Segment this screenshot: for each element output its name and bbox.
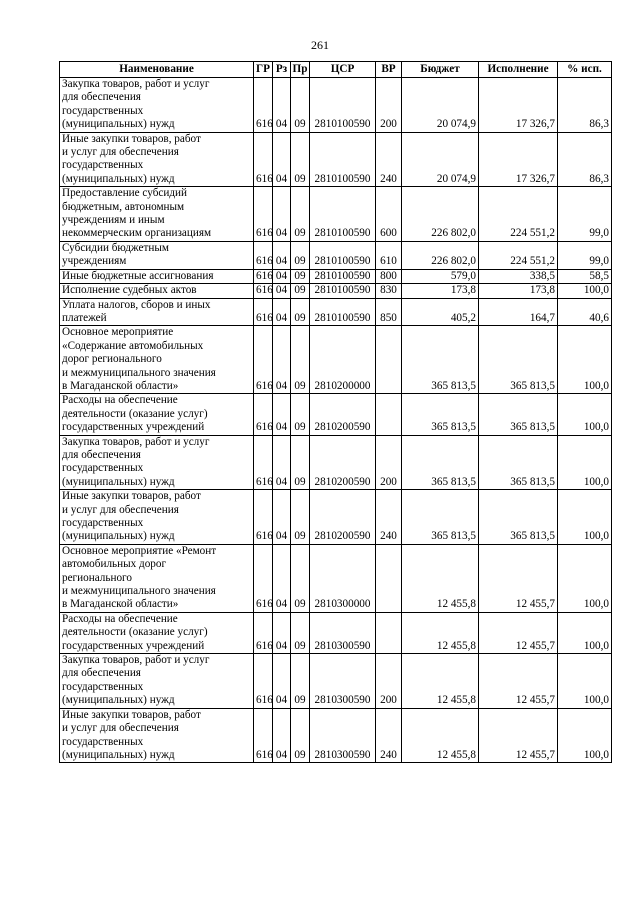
cell-vr: 240 xyxy=(376,490,402,545)
table-row xyxy=(60,394,612,435)
header-execution: Исполнение xyxy=(479,62,558,78)
name-line: государственных xyxy=(62,159,144,172)
cell-name xyxy=(60,544,254,612)
cell-name xyxy=(60,708,254,763)
table-row xyxy=(60,326,612,394)
cell-execution: 224 551,2 xyxy=(479,241,558,269)
cell-pr: 09 xyxy=(291,708,310,763)
budget-execution-table xyxy=(59,61,612,763)
name-line: (муниципальных) нужд xyxy=(62,475,175,488)
name-line: автомобильных дорог xyxy=(62,558,167,571)
cell-csr: 2810200000 xyxy=(310,326,376,394)
name-line: и межмуниципального значения xyxy=(62,585,216,598)
name-line: Уплата налогов, сборов и иных xyxy=(62,298,211,311)
name-line: Иные закупки товаров, работ xyxy=(62,708,201,721)
header-percent: % исп. xyxy=(558,62,612,78)
table-header-row xyxy=(60,62,612,78)
cell-pr: 09 xyxy=(291,269,310,283)
table-row xyxy=(60,612,612,653)
cell-percent: 99,0 xyxy=(558,241,612,269)
name-line: (муниципальных) нужд xyxy=(62,530,175,543)
cell-execution: 365 813,5 xyxy=(479,326,558,394)
cell-name xyxy=(60,654,254,709)
cell-vr xyxy=(376,544,402,612)
cell-execution: 224 551,2 xyxy=(479,187,558,242)
name-line: (муниципальных) нужд xyxy=(62,118,175,131)
cell-name xyxy=(60,284,254,298)
cell-rz: 04 xyxy=(273,394,291,435)
name-line: государственных учреждений xyxy=(62,421,205,434)
cell-gr: 616 xyxy=(254,241,273,269)
cell-csr: 2810100590 xyxy=(310,269,376,283)
cell-percent: 86,3 xyxy=(558,78,612,133)
cell-pr: 09 xyxy=(291,544,310,612)
cell-execution: 12 455,7 xyxy=(479,708,558,763)
cell-percent: 100,0 xyxy=(558,544,612,612)
cell-gr: 616 xyxy=(254,612,273,653)
cell-execution: 338,5 xyxy=(479,269,558,283)
cell-name xyxy=(60,490,254,545)
cell-pr: 09 xyxy=(291,78,310,133)
cell-budget: 365 813,5 xyxy=(402,394,479,435)
cell-budget: 405,2 xyxy=(402,298,479,326)
name-line: и услуг для обеспечения xyxy=(62,146,179,159)
cell-csr: 2810200590 xyxy=(310,490,376,545)
table-row xyxy=(60,284,612,298)
cell-percent: 100,0 xyxy=(558,612,612,653)
cell-name xyxy=(60,612,254,653)
cell-budget: 173,8 xyxy=(402,284,479,298)
name-line: государственных xyxy=(62,462,144,475)
cell-percent: 100,0 xyxy=(558,490,612,545)
cell-budget: 12 455,8 xyxy=(402,612,479,653)
cell-execution: 12 455,7 xyxy=(479,654,558,709)
cell-vr: 240 xyxy=(376,132,402,187)
cell-pr: 09 xyxy=(291,612,310,653)
cell-rz: 04 xyxy=(273,435,291,490)
cell-vr xyxy=(376,394,402,435)
name-line: регионального xyxy=(62,571,132,584)
cell-rz: 04 xyxy=(273,490,291,545)
cell-percent: 100,0 xyxy=(558,654,612,709)
name-line: дорог регионального xyxy=(62,353,162,366)
name-line: для обеспечения xyxy=(62,448,141,461)
name-line: Закупка товаров, работ и услуг xyxy=(62,654,210,667)
page-number: 261 xyxy=(311,38,329,52)
table-row xyxy=(60,544,612,612)
cell-pr: 09 xyxy=(291,654,310,709)
name-line: государственных xyxy=(62,104,144,117)
cell-rz: 04 xyxy=(273,298,291,326)
cell-rz: 04 xyxy=(273,269,291,283)
cell-rz: 04 xyxy=(273,708,291,763)
cell-vr: 830 xyxy=(376,284,402,298)
cell-gr: 616 xyxy=(254,708,273,763)
cell-pr: 09 xyxy=(291,435,310,490)
cell-csr: 2810100590 xyxy=(310,78,376,133)
cell-execution: 173,8 xyxy=(479,284,558,298)
name-line: Закупка товаров, работ и услуг xyxy=(62,78,210,90)
cell-budget: 365 813,5 xyxy=(402,435,479,490)
table-row xyxy=(60,241,612,269)
cell-pr: 09 xyxy=(291,394,310,435)
table-row xyxy=(60,298,612,326)
table-row xyxy=(60,708,612,763)
cell-vr: 200 xyxy=(376,435,402,490)
cell-name xyxy=(60,132,254,187)
cell-execution: 17 326,7 xyxy=(479,78,558,133)
cell-pr: 09 xyxy=(291,241,310,269)
name-line: некоммерческим организациям xyxy=(62,227,212,240)
cell-gr: 616 xyxy=(254,284,273,298)
name-line: (муниципальных) нужд xyxy=(62,172,175,185)
table-row xyxy=(60,187,612,242)
cell-execution: 365 813,5 xyxy=(479,394,558,435)
cell-gr: 616 xyxy=(254,435,273,490)
cell-vr xyxy=(376,612,402,653)
cell-execution: 12 455,7 xyxy=(479,544,558,612)
cell-budget: 12 455,8 xyxy=(402,708,479,763)
name-line: деятельности (оказание услуг) xyxy=(62,407,208,420)
name-line: Иные закупки товаров, работ xyxy=(62,132,201,145)
cell-budget: 365 813,5 xyxy=(402,490,479,545)
name-line: Основное мероприятие xyxy=(62,326,174,339)
cell-gr: 616 xyxy=(254,490,273,545)
cell-csr: 2810300000 xyxy=(310,544,376,612)
cell-percent: 58,5 xyxy=(558,269,612,283)
cell-vr: 610 xyxy=(376,241,402,269)
header-rz: Рз xyxy=(273,62,291,78)
cell-vr xyxy=(376,326,402,394)
table-row xyxy=(60,435,612,490)
cell-percent: 86,3 xyxy=(558,132,612,187)
cell-execution: 164,7 xyxy=(479,298,558,326)
cell-vr: 850 xyxy=(376,298,402,326)
cell-name xyxy=(60,269,254,283)
cell-csr: 2810100590 xyxy=(310,298,376,326)
cell-budget: 579,0 xyxy=(402,269,479,283)
cell-rz: 04 xyxy=(273,241,291,269)
name-line: учреждениям и иным xyxy=(62,214,165,227)
name-line: и услуг для обеспечения xyxy=(62,722,179,735)
name-line: (муниципальных) нужд xyxy=(62,748,175,761)
cell-vr: 600 xyxy=(376,187,402,242)
cell-percent: 100,0 xyxy=(558,394,612,435)
cell-pr: 09 xyxy=(291,132,310,187)
cell-budget: 226 802,0 xyxy=(402,187,479,242)
cell-name xyxy=(60,187,254,242)
cell-name xyxy=(60,394,254,435)
cell-name xyxy=(60,241,254,269)
name-line: Иные закупки товаров, работ xyxy=(62,490,201,503)
cell-rz: 04 xyxy=(273,654,291,709)
name-line: Основное мероприятие «Ремонт xyxy=(62,544,217,557)
cell-percent: 100,0 xyxy=(558,708,612,763)
cell-gr: 616 xyxy=(254,269,273,283)
cell-budget: 12 455,8 xyxy=(402,544,479,612)
cell-execution: 17 326,7 xyxy=(479,132,558,187)
cell-percent: 100,0 xyxy=(558,326,612,394)
cell-csr: 2810300590 xyxy=(310,708,376,763)
cell-gr: 616 xyxy=(254,187,273,242)
name-line: (муниципальных) нужд xyxy=(62,694,175,707)
cell-pr: 09 xyxy=(291,187,310,242)
cell-budget: 20 074,9 xyxy=(402,132,479,187)
cell-gr: 616 xyxy=(254,654,273,709)
name-line: для обеспечения xyxy=(62,667,141,680)
cell-gr: 616 xyxy=(254,78,273,133)
cell-rz: 04 xyxy=(273,187,291,242)
name-line: государственных xyxy=(62,517,144,529)
cell-pr: 09 xyxy=(291,298,310,326)
cell-percent: 100,0 xyxy=(558,435,612,490)
name-line: деятельности (оказание услуг) xyxy=(62,626,208,639)
table-row xyxy=(60,490,612,545)
cell-rz: 04 xyxy=(273,544,291,612)
header-name: Наименование xyxy=(60,62,254,78)
name-line: платежей xyxy=(62,311,107,324)
name-line: Исполнение судебных актов xyxy=(62,284,197,297)
cell-execution: 365 813,5 xyxy=(479,490,558,545)
header-vr: ВР xyxy=(376,62,402,78)
cell-execution: 12 455,7 xyxy=(479,612,558,653)
cell-rz: 04 xyxy=(273,284,291,298)
name-line: в Магаданской области» xyxy=(62,379,179,392)
name-line: Расходы на обеспечение xyxy=(62,394,178,407)
cell-rz: 04 xyxy=(273,326,291,394)
table-body xyxy=(60,78,612,763)
cell-pr: 09 xyxy=(291,284,310,298)
cell-vr: 200 xyxy=(376,78,402,133)
cell-csr: 2810100590 xyxy=(310,284,376,298)
cell-vr: 200 xyxy=(376,654,402,709)
cell-budget: 20 074,9 xyxy=(402,78,479,133)
name-line: Закупка товаров, работ и услуг xyxy=(62,435,210,448)
cell-csr: 2810100590 xyxy=(310,187,376,242)
header-budget: Бюджет xyxy=(402,62,479,78)
cell-name xyxy=(60,435,254,490)
header-gr: ГР xyxy=(254,62,273,78)
cell-budget: 12 455,8 xyxy=(402,654,479,709)
table-row xyxy=(60,269,612,283)
header-csr: ЦСР xyxy=(310,62,376,78)
cell-gr: 616 xyxy=(254,298,273,326)
name-line: и услуг для обеспечения xyxy=(62,503,179,516)
table-row xyxy=(60,78,612,133)
cell-name xyxy=(60,78,254,133)
name-line: Субсидии бюджетным xyxy=(62,241,169,254)
cell-vr: 800 xyxy=(376,269,402,283)
name-line: Иные бюджетные ассигнования xyxy=(62,269,214,282)
cell-csr: 2810300590 xyxy=(310,612,376,653)
name-line: Предоставление субсидий xyxy=(62,187,188,200)
cell-budget: 365 813,5 xyxy=(402,326,479,394)
name-line: бюджетным, автономным xyxy=(62,200,185,213)
name-line: «Содержание автомобильных xyxy=(62,339,204,352)
name-line: государственных xyxy=(62,735,144,748)
name-line: и межмуниципального значения xyxy=(62,366,216,379)
cell-percent: 40,6 xyxy=(558,298,612,326)
name-line: государственных xyxy=(62,680,144,693)
cell-percent: 99,0 xyxy=(558,187,612,242)
cell-csr: 2810100590 xyxy=(310,132,376,187)
cell-gr: 616 xyxy=(254,394,273,435)
cell-rz: 04 xyxy=(273,132,291,187)
cell-budget: 226 802,0 xyxy=(402,241,479,269)
cell-csr: 2810200590 xyxy=(310,435,376,490)
cell-execution: 365 813,5 xyxy=(479,435,558,490)
cell-rz: 04 xyxy=(273,612,291,653)
cell-csr: 2810200590 xyxy=(310,394,376,435)
table-row xyxy=(60,132,612,187)
name-line: для обеспечения xyxy=(62,91,141,104)
name-line: Расходы на обеспечение xyxy=(62,612,178,625)
cell-vr: 240 xyxy=(376,708,402,763)
cell-gr: 616 xyxy=(254,132,273,187)
name-line: учреждениям xyxy=(62,255,127,268)
cell-csr: 2810300590 xyxy=(310,654,376,709)
header-pr: Пр xyxy=(291,62,310,78)
cell-pr: 09 xyxy=(291,326,310,394)
table-row xyxy=(60,654,612,709)
cell-pr: 09 xyxy=(291,490,310,545)
cell-csr: 2810100590 xyxy=(310,241,376,269)
cell-name xyxy=(60,326,254,394)
cell-name xyxy=(60,298,254,326)
cell-gr: 616 xyxy=(254,326,273,394)
name-line: в Магаданской области» xyxy=(62,598,179,611)
cell-gr: 616 xyxy=(254,544,273,612)
cell-percent: 100,0 xyxy=(558,284,612,298)
name-line: государственных учреждений xyxy=(62,639,205,652)
cell-rz: 04 xyxy=(273,78,291,133)
